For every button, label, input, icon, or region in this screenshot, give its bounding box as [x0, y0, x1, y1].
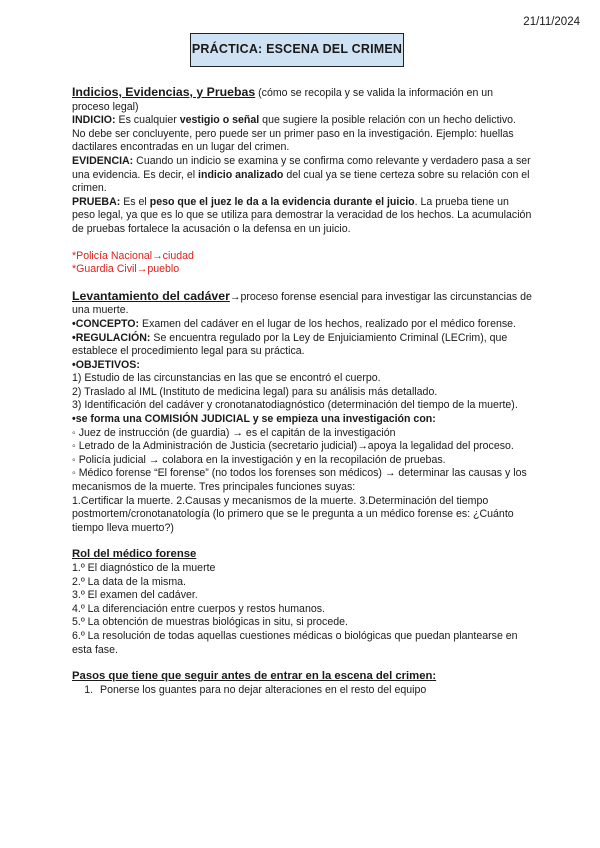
paragraph-prueba	[72, 196, 532, 237]
text: que sugiere la posible relación con un hecho delictivo. No debe ser concluyente, pero puede ser un primer paso en la investigación. Ejemplo: huellas dactilares encontradas en un lugar del crimen.	[72, 114, 517, 154]
section-indicios-heading	[72, 86, 532, 114]
bold-text: •OBJETIVOS:	[72, 358, 140, 371]
rol-item: 6.º La resolución de todas aquellas cuestiones médicas o biológicas que puedan plantearse en esta fase.	[72, 629, 518, 656]
text: del cual ya se tiene certeza sobre su relación con el crimen.	[72, 168, 530, 195]
paragraph-regulacion	[72, 332, 532, 359]
bold-text: vestigio o señal	[179, 114, 260, 127]
text: . La prueba tiene un peso legal, ya que es lo que se utiliza para demostrar la veracidad de los hechos. La acumulación de pruebas fortalece la acusación o la defensa en un juicio.	[72, 195, 532, 235]
bold-text: peso que el juez le da a la evidencia durante el juicio	[149, 195, 415, 208]
section-pasos-heading	[72, 670, 532, 684]
comision-item: ◦ Médico forense “El forense” (no todos los forenses son médicos) → determinar las causas y los mecanismos de la muerte. Tres principales funciones suyas:	[72, 467, 527, 494]
comision-item: ◦ Policía judicial → colabora en la investigación y en la recopilación de pruebas.	[72, 453, 446, 466]
objetivo-item: 3) Identificación del cadáver y cronotanatodiagnóstico (determinación del tiempo de la muerte).	[72, 399, 518, 412]
label-regulacion: •REGULACIÓN:	[72, 331, 151, 344]
rol-item: 3.º El examen del cadáver.	[72, 589, 198, 602]
note-policia: *Policía Nacional→ciudad	[72, 249, 194, 262]
heading-text: Rol del médico forense	[72, 548, 197, 561]
paragraph-evidencia	[72, 155, 532, 196]
text: Es el	[120, 195, 150, 208]
paragraph-concepto	[72, 318, 532, 332]
paragraph-indicio	[72, 114, 532, 155]
comision-item: ◦ Juez de instrucción (de guardia) → es el capitán de la investigación	[72, 426, 396, 439]
text: Se encuentra regulado por la Ley de Enjuiciamiento Criminal (LECrim), que establece el procedimiento legal para su práctica.	[72, 331, 508, 358]
label-prueba: PRUEBA:	[72, 195, 121, 208]
text: Examen del cadáver en el lugar de los hechos, realizado por el médico forense.	[139, 317, 516, 330]
rol-item: 5.º La obtención de muestras biológicas in situ, si procede.	[72, 616, 348, 629]
paso-item: 1. Ponerse los guantes para no dejar alteraciones en el resto del equipo	[96, 684, 532, 698]
document-body	[72, 86, 532, 697]
text: Es cualquier	[115, 114, 180, 127]
rol-item: 4.º La diferenciación entre cuerpos y restos humanos.	[72, 602, 325, 615]
comision-item: 1.Certificar la muerte. 2.Causas y mecanismos de la muerte. 3.Determinación del tiempo postmortem/cronotanatología (lo primero que se le pregunta a un médico forense es: ¿Cuánto tiempo lleva muerto?)	[72, 494, 514, 534]
note-guardia: *Guardia Civil→pueblo	[72, 263, 180, 276]
bold-text: indicio analizado	[198, 168, 284, 181]
text: Cuando un indicio se examina y se confirma como relevante y verdadero pasa a ser una evidencia. Es decir, el	[72, 154, 531, 181]
rol-item: 1.º El diagnóstico de la muerte	[72, 562, 216, 574]
label-evidencia: EVIDENCIA:	[72, 154, 134, 167]
heading-text: Indicios, Evidencias, y Pruebas	[72, 85, 256, 99]
heading-note: →proceso forense esencial para investigar las circunstancias de una muerte.	[72, 290, 532, 317]
label-comision	[72, 413, 532, 427]
spacer	[72, 237, 532, 250]
objetivo-item: 2) Traslado al IML (Instituto de medicina legal) para su análisis más detallado.	[72, 385, 438, 398]
document-date: 21/11/2024	[523, 16, 580, 28]
rol-item: 2.º La data de la misma.	[72, 575, 186, 588]
page-title: PRÁCTICA: ESCENA DEL CRIMEN	[190, 33, 404, 67]
label-indicio: INDICIO:	[72, 114, 116, 127]
pasos-list	[72, 684, 532, 698]
heading-text: Levantamiento del cadáver	[72, 288, 230, 303]
spacer	[72, 535, 532, 548]
spacer	[72, 657, 532, 670]
section-rol-heading	[72, 548, 532, 562]
section-levantamiento-heading	[72, 290, 532, 318]
objetivo-item: 1) Estudio de las circunstancias en las que se encontró el cuerpo.	[72, 372, 381, 385]
comision-item: ◦ Letrado de la Administración de Justicia (secretario judicial)→apoya la legalidad del proceso.	[72, 440, 514, 453]
bold-text: •se forma una COMISIÓN JUDICIAL y se empieza una investigación con:	[72, 413, 436, 426]
label-concepto: •CONCEPTO:	[72, 317, 140, 330]
heading-text: Pasos que tiene que seguir antes de entrar en la escena del crimen:	[72, 670, 437, 683]
label-objetivos	[72, 359, 532, 373]
heading-note: (cómo se recopila y se valida la información en un proceso legal)	[72, 87, 494, 113]
